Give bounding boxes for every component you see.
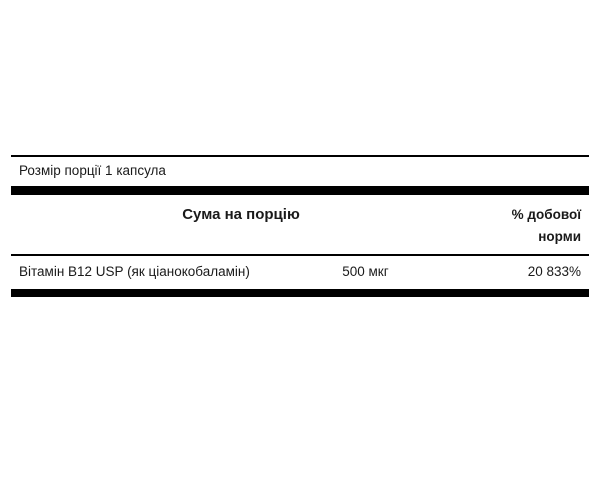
- nutrient-amount: 500 мкг: [342, 264, 389, 279]
- daily-value-header-line2: норми: [538, 229, 581, 244]
- nutrient-name: Вітамін B12 USP (як ціанокобаламін): [19, 264, 250, 279]
- bottom-divider: [11, 289, 589, 297]
- daily-value-header: [441, 204, 589, 248]
- supplement-facts-panel: [11, 155, 589, 297]
- table-row: [11, 256, 589, 289]
- serving-size-text: Розмір порції 1 капсула: [19, 163, 166, 178]
- daily-value-header-line1: % добової: [511, 207, 581, 222]
- amount-per-serving-header: Сума на порцію: [182, 206, 300, 223]
- column-header-row: [11, 195, 589, 254]
- thick-divider: [11, 186, 589, 195]
- nutrient-daily-value: 20 833%: [527, 264, 581, 279]
